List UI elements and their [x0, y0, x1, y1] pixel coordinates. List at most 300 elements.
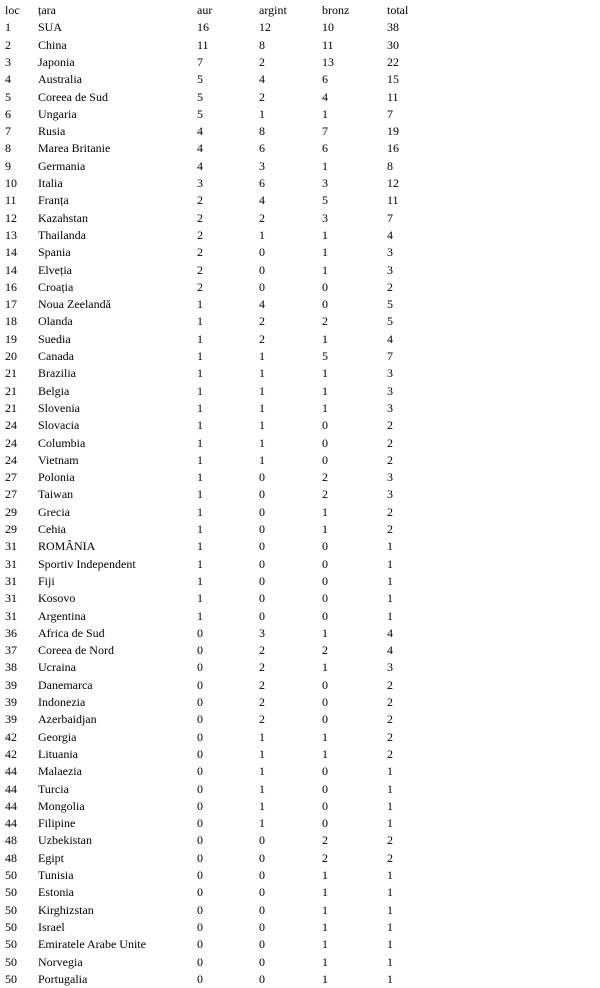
- cell-tara: Germania: [38, 158, 86, 173]
- cell-bronz: 6: [322, 141, 328, 156]
- cell-tara: Suedia: [38, 331, 71, 346]
- cell-aur: 0: [197, 885, 203, 900]
- cell-tara: Olanda: [38, 314, 73, 329]
- cell-bronz: 1: [322, 868, 328, 882]
- cell-tara: Spania: [38, 245, 71, 260]
- cell-aur: 0: [197, 625, 203, 640]
- table-row: [0, 590, 600, 607]
- cell-argint: 3: [259, 625, 265, 640]
- cell-tara: Turcia: [38, 781, 69, 796]
- cell-argint: 1: [259, 746, 265, 761]
- cell-bronz: 3: [322, 210, 328, 225]
- cell-argint: 0: [259, 573, 265, 588]
- cell-loc: 44: [5, 764, 17, 779]
- cell-bronz: 1: [322, 729, 328, 744]
- cell-total: 2: [387, 677, 393, 692]
- cell-argint: 1: [259, 106, 265, 121]
- cell-total: 1: [387, 885, 393, 900]
- cell-total: 11: [387, 89, 399, 104]
- table-row: [0, 469, 600, 486]
- cell-loc: 39: [5, 695, 17, 709]
- table-row: [0, 936, 600, 953]
- cell-total: 1: [387, 954, 393, 969]
- cell-total: 12: [387, 176, 399, 190]
- cell-aur: 2: [197, 227, 203, 242]
- cell-aur: 1: [197, 539, 203, 554]
- cell-loc: 44: [5, 798, 17, 813]
- cell-loc: 11: [5, 193, 17, 208]
- cell-bronz: 10: [322, 20, 334, 35]
- table-row: [0, 417, 600, 434]
- cell-total: 3: [387, 660, 393, 675]
- cell-argint: 2: [259, 54, 265, 69]
- cell-total: 2: [387, 746, 393, 761]
- cell-argint: 1: [259, 227, 265, 242]
- cell-argint: 2: [259, 643, 265, 658]
- table-row: [0, 19, 600, 36]
- cell-loc: 50: [5, 868, 17, 882]
- cell-tara: Estonia: [38, 885, 74, 900]
- cell-aur: 4: [197, 141, 203, 156]
- cell-argint: 4: [259, 297, 265, 312]
- cell-loc: 8: [5, 141, 11, 156]
- cell-tara: Mongolia: [38, 798, 85, 813]
- cell-aur: 1: [197, 297, 203, 312]
- cell-total: 4: [387, 643, 393, 658]
- cell-total: 3: [387, 487, 393, 502]
- cell-tara: Brazilia: [38, 366, 76, 381]
- cell-bronz: 1: [322, 383, 328, 398]
- cell-loc: 24: [5, 418, 17, 433]
- cell-total: 22: [387, 54, 399, 69]
- table-row: [0, 746, 600, 763]
- cell-bronz: 1: [322, 971, 328, 986]
- cell-aur: 1: [197, 470, 203, 485]
- cell-bronz: 1: [322, 746, 328, 761]
- cell-loc: 31: [5, 539, 17, 554]
- cell-total: 2: [387, 729, 393, 744]
- cell-aur: 0: [197, 919, 203, 934]
- cell-tara: Ucraina: [38, 660, 76, 675]
- table-row: [0, 815, 600, 832]
- cell-loc: 44: [5, 816, 17, 831]
- table-row: [0, 711, 600, 728]
- cell-argint: 0: [259, 608, 265, 623]
- table-row: [0, 902, 600, 919]
- cell-loc: 36: [5, 625, 17, 640]
- cell-loc: 2: [5, 37, 11, 52]
- table-row: [0, 296, 600, 313]
- cell-bronz: 1: [322, 504, 328, 519]
- cell-argint: 0: [259, 885, 265, 900]
- cell-bronz: 1: [322, 331, 328, 346]
- cell-aur: 0: [197, 695, 203, 709]
- cell-loc: 9: [5, 158, 11, 173]
- cell-tara: Polonia: [38, 470, 75, 485]
- cell-aur: 1: [197, 522, 203, 536]
- cell-aur: 0: [197, 850, 203, 865]
- cell-loc: 50: [5, 885, 17, 900]
- cell-bronz: 1: [322, 919, 328, 934]
- cell-argint: 1: [259, 452, 265, 467]
- cell-tara: Coreea de Nord: [38, 643, 114, 658]
- cell-tara: Noua Zeelandă: [38, 297, 111, 312]
- table-row: [0, 832, 600, 849]
- cell-bronz: 3: [322, 176, 328, 190]
- header-tara: țara: [38, 3, 56, 17]
- cell-loc: 31: [5, 608, 17, 623]
- cell-argint: 2: [259, 314, 265, 329]
- cell-loc: 27: [5, 470, 17, 485]
- cell-bronz: 4: [322, 89, 328, 104]
- cell-bronz: 0: [322, 695, 328, 709]
- cell-loc: 50: [5, 937, 17, 952]
- cell-argint: 0: [259, 504, 265, 519]
- cell-aur: 1: [197, 418, 203, 433]
- cell-loc: 31: [5, 591, 17, 606]
- cell-bronz: 1: [322, 158, 328, 173]
- table-row: [0, 313, 600, 330]
- cell-argint: 1: [259, 435, 265, 450]
- cell-loc: 24: [5, 452, 17, 467]
- cell-tara: Israel: [38, 919, 65, 934]
- cell-bronz: 1: [322, 660, 328, 675]
- cell-total: 3: [387, 383, 393, 398]
- cell-total: 4: [387, 227, 393, 242]
- cell-tara: Kirghizstan: [38, 902, 94, 917]
- cell-bronz: 0: [322, 297, 328, 312]
- table-row: [0, 365, 600, 382]
- cell-aur: 0: [197, 643, 203, 658]
- table-row: [0, 400, 600, 417]
- table-row: [0, 89, 600, 106]
- cell-tara: Tunisia: [38, 868, 74, 882]
- cell-bronz: 2: [322, 643, 328, 658]
- cell-total: 1: [387, 868, 393, 882]
- cell-argint: 0: [259, 591, 265, 606]
- cell-loc: 14: [5, 262, 17, 277]
- table-row: [0, 694, 600, 711]
- cell-argint: 0: [259, 470, 265, 485]
- cell-tara: China: [38, 37, 67, 52]
- cell-bronz: 1: [322, 366, 328, 381]
- cell-argint: 0: [259, 919, 265, 934]
- cell-total: 2: [387, 833, 393, 848]
- cell-bronz: 1: [322, 625, 328, 640]
- cell-aur: 0: [197, 868, 203, 882]
- cell-loc: 48: [5, 833, 17, 848]
- cell-total: 1: [387, 539, 393, 554]
- cell-argint: 1: [259, 400, 265, 415]
- cell-loc: 1: [5, 20, 11, 35]
- cell-loc: 6: [5, 106, 11, 121]
- cell-argint: 0: [259, 262, 265, 277]
- cell-aur: 2: [197, 245, 203, 260]
- cell-argint: 1: [259, 349, 265, 363]
- table-row: [0, 677, 600, 694]
- cell-total: 5: [387, 314, 393, 329]
- cell-tara: Slovenia: [38, 400, 80, 415]
- table-row: [0, 210, 600, 227]
- cell-tara: Grecia: [38, 504, 70, 519]
- cell-bronz: 1: [322, 106, 328, 121]
- cell-argint: 1: [259, 764, 265, 779]
- cell-total: 1: [387, 556, 393, 571]
- cell-total: 1: [387, 764, 393, 779]
- table-header-row: [0, 2, 600, 19]
- table-row: [0, 37, 600, 54]
- cell-tara: Georgia: [38, 729, 77, 744]
- cell-bronz: 5: [322, 349, 328, 363]
- cell-aur: 1: [197, 400, 203, 415]
- cell-bronz: 0: [322, 816, 328, 831]
- cell-argint: 4: [259, 72, 265, 87]
- cell-argint: 2: [259, 677, 265, 692]
- cell-loc: 16: [5, 279, 17, 294]
- table-row: [0, 435, 600, 452]
- cell-tara: Danemarca: [38, 677, 93, 692]
- cell-loc: 14: [5, 245, 17, 260]
- cell-tara: Argentina: [38, 608, 86, 623]
- cell-argint: 1: [259, 816, 265, 831]
- cell-argint: 0: [259, 954, 265, 969]
- cell-bronz: 1: [322, 262, 328, 277]
- cell-aur: 0: [197, 971, 203, 986]
- cell-tara: Slovacia: [38, 418, 80, 433]
- cell-loc: 44: [5, 781, 17, 796]
- cell-tara: Japonia: [38, 54, 75, 69]
- cell-bronz: 2: [322, 470, 328, 485]
- cell-total: 1: [387, 781, 393, 796]
- cell-argint: 3: [259, 158, 265, 173]
- cell-tara: Egipt: [38, 850, 64, 865]
- cell-aur: 1: [197, 504, 203, 519]
- cell-argint: 0: [259, 522, 265, 536]
- cell-argint: 2: [259, 712, 265, 727]
- cell-tara: Sportiv Independent: [38, 556, 136, 571]
- cell-bronz: 0: [322, 781, 328, 796]
- cell-argint: 6: [259, 176, 265, 190]
- table-row: [0, 54, 600, 71]
- table-row: [0, 140, 600, 157]
- cell-argint: 6: [259, 141, 265, 156]
- cell-bronz: 2: [322, 314, 328, 329]
- cell-tara: Filipine: [38, 816, 76, 831]
- table-row: [0, 331, 600, 348]
- cell-bronz: 0: [322, 798, 328, 813]
- cell-total: 16: [387, 141, 399, 156]
- cell-loc: 42: [5, 729, 17, 744]
- cell-total: 2: [387, 695, 393, 709]
- cell-tara: Belgia: [38, 383, 70, 398]
- header-total: total: [387, 3, 409, 17]
- cell-tara: Vietnam: [38, 452, 79, 467]
- cell-tara: Taiwan: [38, 487, 74, 502]
- cell-loc: 31: [5, 556, 17, 571]
- cell-bronz: 13: [322, 54, 334, 69]
- cell-aur: 0: [197, 781, 203, 796]
- cell-total: 2: [387, 522, 393, 536]
- cell-loc: 39: [5, 677, 17, 692]
- cell-loc: 24: [5, 435, 17, 450]
- cell-total: 8: [387, 158, 393, 173]
- cell-aur: 2: [197, 279, 203, 294]
- cell-aur: 0: [197, 798, 203, 813]
- cell-total: 1: [387, 971, 393, 986]
- cell-bronz: 0: [322, 764, 328, 779]
- cell-bronz: 0: [322, 539, 328, 554]
- cell-aur: 2: [197, 262, 203, 277]
- cell-loc: 21: [5, 400, 17, 415]
- table-row: [0, 348, 600, 365]
- cell-bronz: 1: [322, 902, 328, 917]
- cell-aur: 1: [197, 487, 203, 502]
- cell-aur: 11: [197, 37, 209, 52]
- cell-total: 1: [387, 608, 393, 623]
- cell-total: 2: [387, 850, 393, 865]
- cell-total: 2: [387, 452, 393, 467]
- cell-aur: 0: [197, 746, 203, 761]
- table-row: [0, 798, 600, 815]
- cell-bronz: 2: [322, 850, 328, 865]
- cell-bronz: 0: [322, 556, 328, 571]
- cell-argint: 0: [259, 902, 265, 917]
- cell-argint: 8: [259, 37, 265, 52]
- cell-argint: 0: [259, 279, 265, 294]
- cell-aur: 1: [197, 331, 203, 346]
- cell-loc: 10: [5, 176, 17, 190]
- table-row: [0, 850, 600, 867]
- cell-total: 1: [387, 919, 393, 934]
- cell-bronz: 0: [322, 435, 328, 450]
- table-row: [0, 781, 600, 798]
- cell-total: 2: [387, 279, 393, 294]
- cell-aur: 4: [197, 124, 203, 139]
- cell-argint: 0: [259, 937, 265, 952]
- cell-loc: 48: [5, 850, 17, 865]
- cell-tara: Rusia: [38, 124, 66, 139]
- table-row: [0, 608, 600, 625]
- cell-bronz: 1: [322, 522, 328, 536]
- cell-bronz: 0: [322, 452, 328, 467]
- cell-bronz: 2: [322, 833, 328, 848]
- cell-total: 2: [387, 435, 393, 450]
- cell-bronz: 11: [322, 37, 334, 52]
- cell-total: 3: [387, 245, 393, 260]
- cell-tara: Franța: [38, 193, 69, 208]
- cell-total: 2: [387, 418, 393, 433]
- cell-bronz: 0: [322, 712, 328, 727]
- cell-argint: 8: [259, 124, 265, 139]
- cell-total: 3: [387, 366, 393, 381]
- cell-aur: 1: [197, 452, 203, 467]
- cell-loc: 17: [5, 297, 17, 312]
- cell-loc: 21: [5, 383, 17, 398]
- cell-total: 1: [387, 591, 393, 606]
- table-row: [0, 867, 600, 884]
- cell-tara: Thailanda: [38, 227, 86, 242]
- cell-bronz: 0: [322, 573, 328, 588]
- cell-total: 4: [387, 331, 393, 346]
- cell-aur: 5: [197, 72, 203, 87]
- cell-total: 19: [387, 124, 399, 139]
- cell-tara: Italia: [38, 176, 63, 190]
- cell-loc: 50: [5, 954, 17, 969]
- cell-loc: 7: [5, 124, 11, 139]
- cell-argint: 1: [259, 798, 265, 813]
- header-aur: aur: [197, 3, 213, 17]
- cell-total: 3: [387, 400, 393, 415]
- cell-loc: 12: [5, 210, 17, 225]
- table-row: [0, 919, 600, 936]
- cell-total: 1: [387, 798, 393, 813]
- cell-argint: 2: [259, 210, 265, 225]
- cell-bronz: 2: [322, 487, 328, 502]
- cell-argint: 2: [259, 331, 265, 346]
- cell-tara: Coreea de Sud: [38, 89, 108, 104]
- cell-loc: 42: [5, 746, 17, 761]
- cell-bronz: 1: [322, 937, 328, 952]
- table-row: [0, 106, 600, 123]
- cell-aur: 1: [197, 314, 203, 329]
- cell-aur: 7: [197, 54, 203, 69]
- cell-tara: Elveția: [38, 262, 72, 277]
- table-row: [0, 556, 600, 573]
- cell-loc: 39: [5, 712, 17, 727]
- cell-total: 15: [387, 72, 399, 87]
- cell-total: 1: [387, 573, 393, 588]
- cell-argint: 4: [259, 193, 265, 208]
- cell-bronz: 0: [322, 418, 328, 433]
- header-argint: argint: [259, 3, 287, 17]
- cell-aur: 0: [197, 937, 203, 952]
- cell-total: 11: [387, 193, 399, 208]
- cell-bronz: 0: [322, 677, 328, 692]
- cell-total: 1: [387, 816, 393, 831]
- cell-loc: 19: [5, 331, 17, 346]
- cell-total: 1: [387, 937, 393, 952]
- cell-aur: 4: [197, 158, 203, 173]
- cell-tara: Africa de Sud: [38, 625, 105, 640]
- cell-tara: Malaezia: [38, 764, 82, 779]
- table-row: [0, 192, 600, 209]
- table-row: [0, 279, 600, 296]
- table-row: [0, 71, 600, 88]
- cell-total: 7: [387, 349, 393, 363]
- cell-total: 7: [387, 210, 393, 225]
- table-row: [0, 659, 600, 676]
- cell-total: 1: [387, 902, 393, 917]
- table-row: [0, 175, 600, 192]
- cell-argint: 0: [259, 487, 265, 502]
- cell-aur: 1: [197, 573, 203, 588]
- cell-aur: 1: [197, 366, 203, 381]
- cell-tara: Fiji: [38, 573, 55, 588]
- cell-bronz: 0: [322, 608, 328, 623]
- cell-argint: 1: [259, 366, 265, 381]
- cell-total: 7: [387, 106, 393, 121]
- cell-tara: Australia: [38, 72, 82, 87]
- cell-tara: Canada: [38, 349, 74, 363]
- cell-argint: 0: [259, 539, 265, 554]
- cell-loc: 50: [5, 919, 17, 934]
- cell-bronz: 7: [322, 124, 328, 139]
- table-row: [0, 244, 600, 261]
- header-loc: loc: [5, 3, 20, 17]
- cell-bronz: 6: [322, 72, 328, 87]
- cell-loc: 5: [5, 89, 11, 104]
- cell-aur: 2: [197, 193, 203, 208]
